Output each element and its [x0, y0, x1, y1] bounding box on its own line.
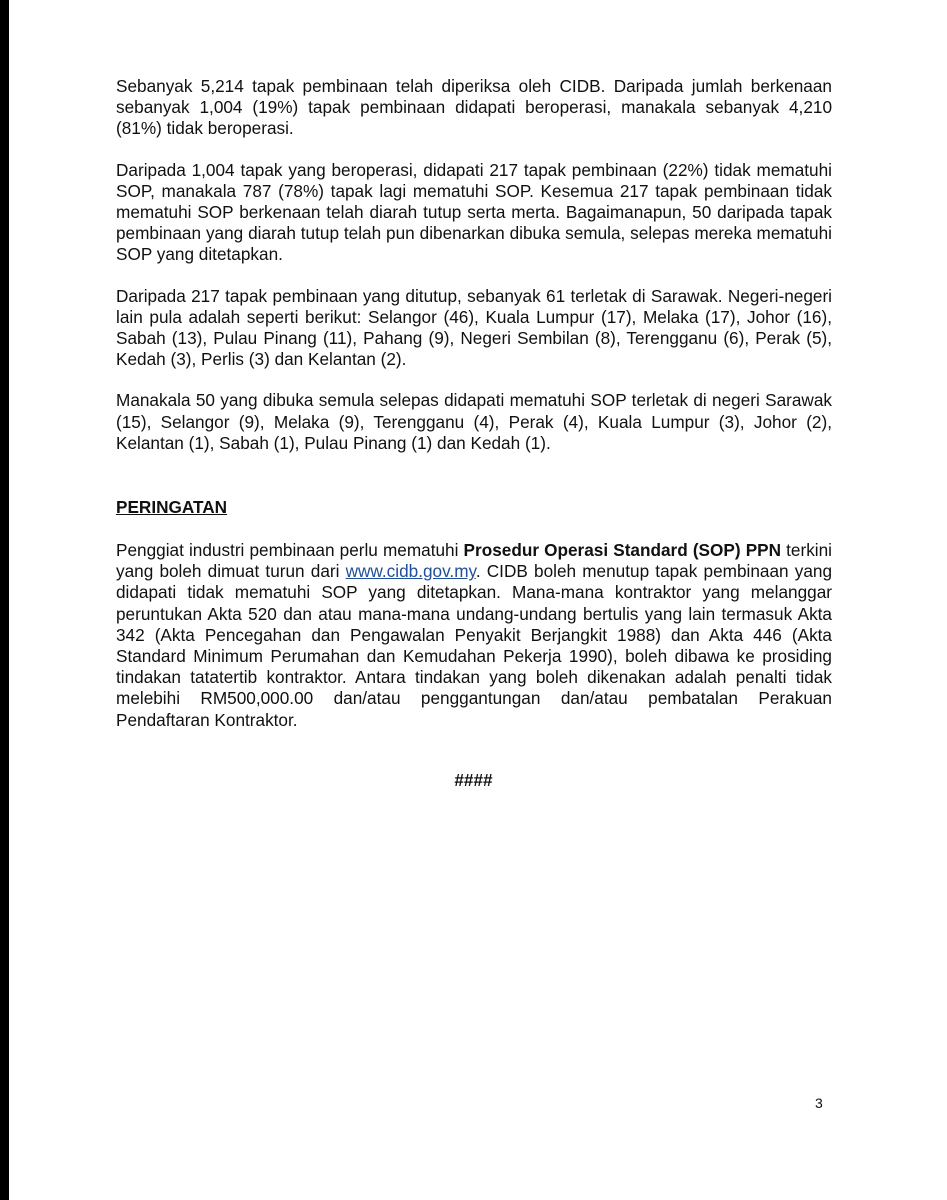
paragraph-reopened-sites-by-state: Manakala 50 yang dibuka semula selepas didapati mematuhi SOP terletak di negeri Sarawak (15), Selangor (9), Melaka (9), Terengganu (4), Perak (4), Kuala Lumpur (3), Johor (2), Kelantan (1), Sabah (1), Pulau Pinang (1) dan Kedah (1). [116, 390, 832, 453]
paragraph-sop-compliance: Daripada 1,004 tapak yang beroperasi, didapati 217 tapak pembinaan (22%) tidak mematuhi SOP, manakala 787 (78%) tapak lagi mematuhi SOP. Kesemua 217 tapak pembinaan tidak mematuhi SOP berkenaan telah diarah tutup serta merta. Bagaimanapun, 50 daripada tapak pembinaan yang diarah tutup telah pun dibenarkan dibuka semula, selepas mereka mematuhi SOP yang ditetapkan. [116, 159, 832, 265]
body-text [116, 76, 832, 454]
reminder-text-2: terkini yang boleh dimuat turun dari [116, 540, 832, 582]
reminder-text-3: . CIDB boleh menutup tapak pembinaan yang didapati tidak mematuhi SOP yang ditetapkan. Mana-mana kontraktor yang melanggar peruntukan Akta 520 dan atau mana-mana undang-undang bertulis yang lain termasuk Akta 342 (Akta Pencegahan dan Pengawalan Penyakit Berjangkit 1988) dan Akta 446 (Akta Standard Minimum Perumahan dan Kemudahan Pekerja 1990), boleh dibawa ke prosiding tindakan tatatertib kontraktor. Antara tindakan yang boleh dikenakan adalah penalti tidak melebihi RM500,000.00 dan/atau penggantungan dan/atau pembatalan Perakuan Pendaftaran Kontraktor. [116, 561, 833, 730]
page-number: 3 [815, 1095, 823, 1111]
end-mark: #### [454, 770, 493, 790]
sop-title: Prosedur Operasi Standard (SOP) PPN [463, 540, 782, 560]
left-edge-bar [0, 0, 9, 1200]
reminder-paragraph [116, 540, 832, 731]
reminder-heading: PERINGATAN [116, 497, 228, 517]
cidb-website-link[interactable]: www.cidb.gov.my [345, 561, 476, 582]
reminder-text-1: Penggiat industri pembinaan perlu mematuhi [116, 540, 464, 560]
paragraph-inspection-summary: Sebanyak 5,214 tapak pembinaan telah diperiksa oleh CIDB. Daripada jumlah berkenaan sebanyak 1,004 (19%) tapak pembinaan didapati beroperasi, manakala sebanyak 4,210 (81%) tidak beroperasi. [116, 76, 832, 139]
paragraph-closed-sites-by-state: Daripada 217 tapak pembinaan yang ditutup, sebanyak 61 terletak di Sarawak. Negeri-negeri lain pula adalah seperti berikut: Selangor (46), Kuala Lumpur (17), Melaka (17), Johor (16), Sabah (13), Pulau Pinang (11), Pahang (9), Negeri Sembilan (8), Terengganu (6), Perak (5), Kedah (3), Perlis (3) dan Kelantan (2). [116, 285, 832, 370]
